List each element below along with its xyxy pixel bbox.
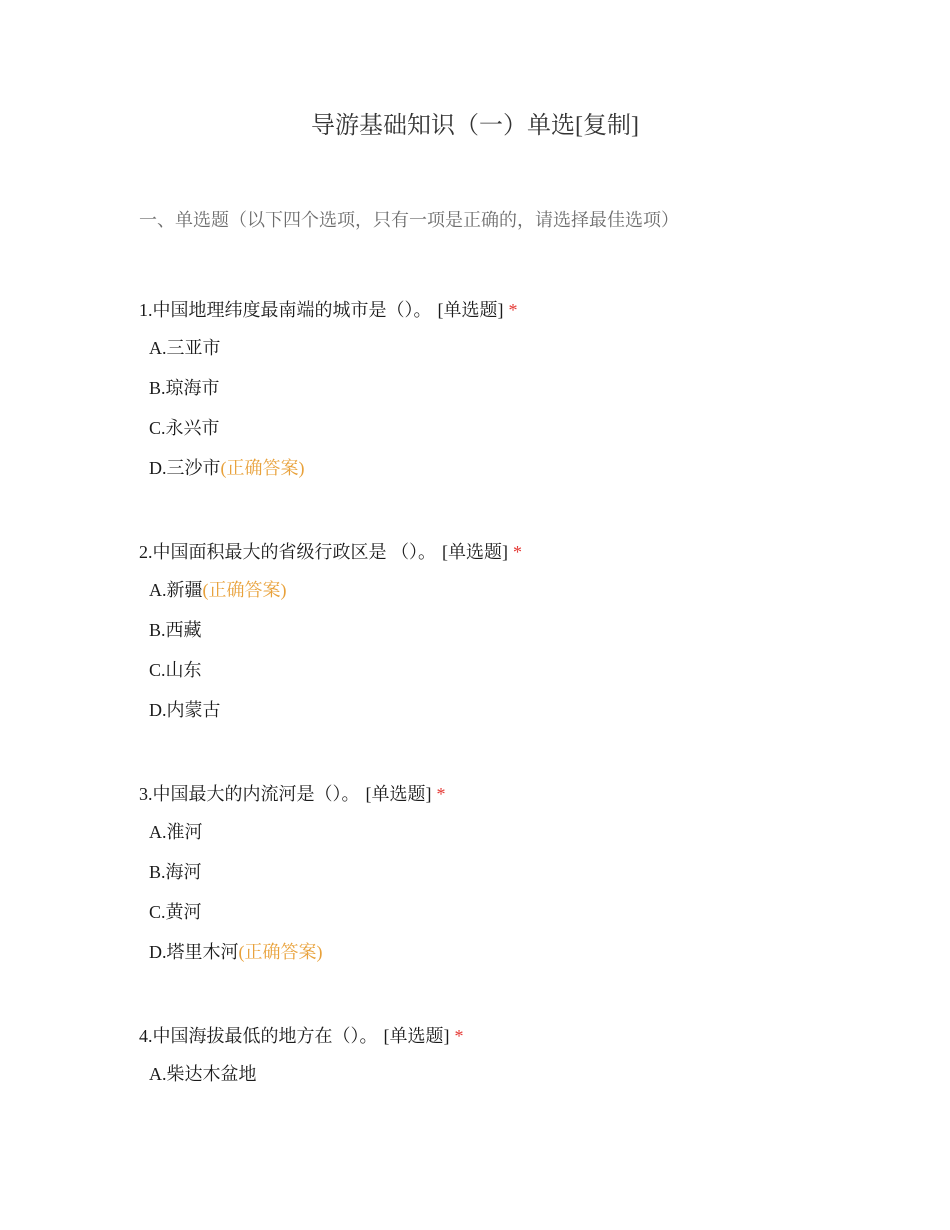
question-text: 4.中国海拔最低的地方在（）。 <box>139 1026 378 1046</box>
required-marker: * <box>513 542 522 562</box>
question-type-tag: [单选题] <box>383 1026 450 1046</box>
option-label: A.新疆 <box>149 580 203 600</box>
option-list <box>149 334 859 494</box>
option-label: C.黄河 <box>149 902 202 922</box>
question-stem <box>139 538 859 566</box>
option-d[interactable] <box>149 696 859 736</box>
option-label: A.三亚市 <box>149 338 221 358</box>
option-a[interactable] <box>149 818 859 858</box>
question-text: 1.中国地理纬度最南端的城市是（）。 <box>139 300 432 320</box>
question-stem <box>139 296 859 324</box>
option-label: B.西藏 <box>149 620 202 640</box>
question-stem <box>139 1022 859 1050</box>
question-type-tag: [单选题] <box>437 300 504 320</box>
option-d[interactable] <box>149 454 859 494</box>
correct-answer-marker: (正确答案) <box>202 580 287 600</box>
option-label: D.塔里木河 <box>149 942 239 962</box>
question-2 <box>139 538 859 736</box>
option-c[interactable] <box>149 656 859 696</box>
option-a[interactable] <box>149 576 859 616</box>
page-title: 导游基础知识（一）单选[复制] <box>311 113 639 139</box>
question-type-tag: [单选题] <box>365 784 432 804</box>
correct-answer-marker: (正确答案) <box>220 458 305 478</box>
option-list <box>149 1060 859 1100</box>
section-heading: 一、单选题（以下四个选项，只有一项是正确的，请选择最佳选项） <box>139 210 679 230</box>
option-c[interactable] <box>149 898 859 938</box>
correct-answer-marker: (正确答案) <box>238 942 323 962</box>
option-b[interactable] <box>149 858 859 898</box>
question-1 <box>139 296 859 494</box>
question-stem <box>139 780 859 808</box>
option-d[interactable] <box>149 938 859 978</box>
question-type-tag: [单选题] <box>442 542 508 562</box>
option-list <box>149 576 859 736</box>
required-marker: * <box>454 1026 464 1046</box>
option-label: C.永兴市 <box>149 418 220 438</box>
option-b[interactable] <box>149 616 859 656</box>
question-3 <box>139 780 859 978</box>
option-a[interactable] <box>149 1060 859 1100</box>
required-marker: * <box>436 784 446 804</box>
option-list <box>149 818 859 978</box>
option-b[interactable] <box>149 374 859 414</box>
option-a[interactable] <box>149 334 859 374</box>
option-label: B.海河 <box>149 862 202 882</box>
option-label: C.山东 <box>149 660 202 680</box>
option-label: D.三沙市 <box>149 458 221 478</box>
option-label: B.琼海市 <box>149 378 220 398</box>
question-text: 3.中国最大的内流河是（）。 <box>139 784 360 804</box>
question-4 <box>139 1022 859 1100</box>
option-c[interactable] <box>149 414 859 454</box>
question-text: 2.中国面积最大的省级行政区是 （）。 <box>139 542 436 562</box>
option-label: A.淮河 <box>149 822 203 842</box>
option-label: A.柴达木盆地 <box>149 1064 257 1084</box>
required-marker: * <box>508 300 518 320</box>
option-label: D.内蒙古 <box>149 700 221 720</box>
